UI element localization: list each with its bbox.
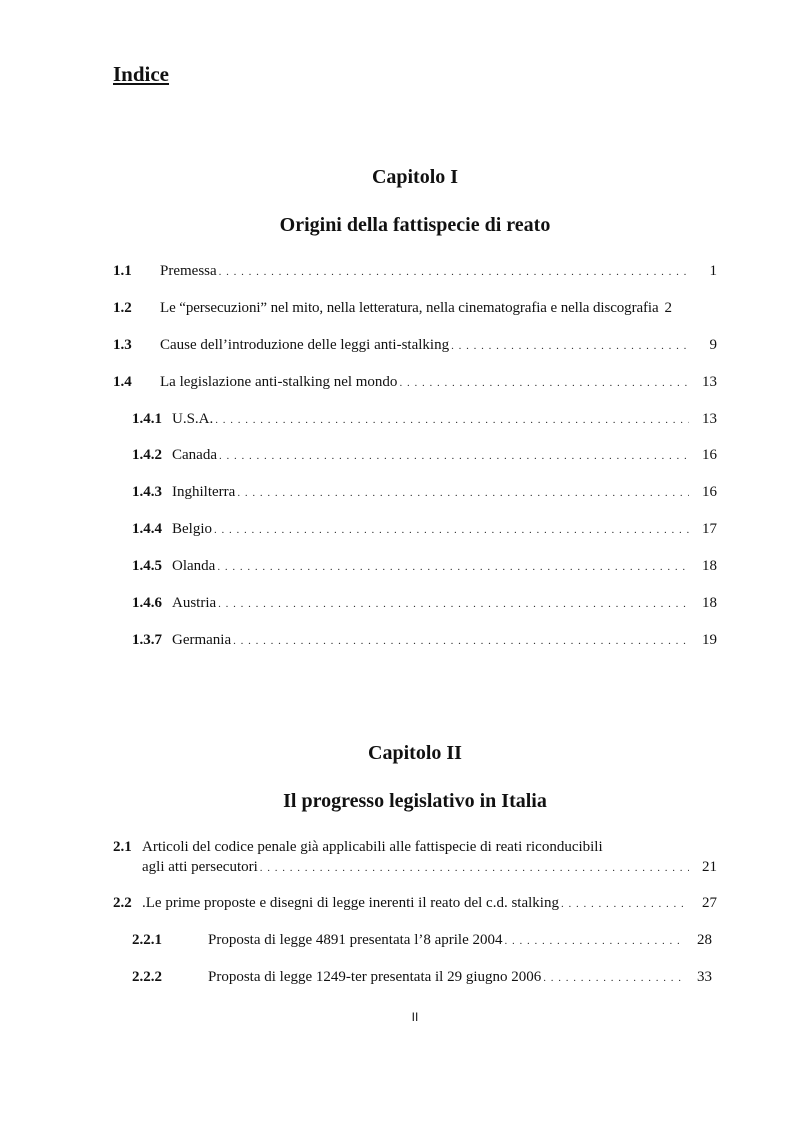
toc-entry-page: 28 [697, 932, 712, 948]
toc-entry-2-1-line2[interactable] [142, 857, 717, 878]
toc-entry-title: Le “persecuzioni” nel mito, nella letteratura, nella cinematografia e nella discografia [160, 300, 659, 316]
page-heading: Indice [113, 62, 170, 86]
dot-leader [561, 894, 689, 914]
dot-leader [215, 410, 689, 430]
toc-entry-title: Canada [172, 447, 217, 463]
toc-entry-number: 2.1 [113, 839, 132, 855]
toc-entry-title: La legislazione anti-stalking nel mondo [160, 374, 398, 390]
toc-entry-page: 33 [697, 969, 712, 985]
toc-entry-1-4-4[interactable] [132, 519, 717, 540]
toc-entry-1-4-6[interactable] [132, 593, 717, 614]
toc-entry-page: 18 [702, 595, 717, 611]
toc-entry-page: 17 [702, 521, 717, 537]
dot-leader [219, 446, 689, 466]
toc-entry-1-4-5[interactable] [132, 556, 717, 577]
toc-entry-1-4-1[interactable] [132, 409, 717, 430]
page-number: II [411, 1010, 419, 1024]
toc-entry-title: Articoli del codice penale già applicabili alle fattispecie di reati riconducibili [142, 839, 603, 855]
toc-entry-title: Inghilterra [172, 484, 236, 500]
toc-entry-number: 1.1 [113, 263, 132, 279]
toc-entry-1-3[interactable] [113, 335, 717, 356]
toc-entry-page: 1 [709, 263, 717, 279]
toc-entry-page: 16 [702, 484, 717, 500]
dot-leader [451, 336, 689, 356]
toc-entry-number: 1.4.6 [132, 595, 162, 611]
toc-entry-1-4-3[interactable] [132, 482, 717, 503]
toc-entry-number: 1.3.7 [132, 632, 162, 648]
toc-entry-2-1-line1[interactable] [113, 837, 717, 857]
toc-entry-2-2-2[interactable] [132, 967, 712, 988]
chapter-2-title: Il progresso legislativo in Italia [283, 790, 547, 812]
toc-entry-1-4[interactable] [113, 372, 717, 393]
dot-leader [399, 373, 689, 393]
toc-entry-1-2[interactable] [113, 298, 717, 318]
chapter-2-label: Capitolo II [368, 742, 462, 764]
toc-entry-number: 2.2.2 [132, 969, 162, 985]
dot-leader [237, 483, 689, 503]
toc-entry-page: 9 [709, 337, 717, 353]
dot-leader [505, 931, 684, 951]
toc-entry-page: 13 [702, 411, 717, 427]
toc-entry-number: 1.4.3 [132, 484, 162, 500]
toc-entry-title: agli atti persecutori [142, 859, 258, 875]
toc-entry-number: 1.4.4 [132, 521, 162, 537]
toc-entry-page: 19 [702, 632, 717, 648]
toc-entry-page: 16 [702, 447, 717, 463]
dot-leader [219, 262, 689, 282]
toc-entry-title: Cause dell’introduzione delle leggi anti-stalking [160, 337, 450, 353]
toc-entry-1-4-2[interactable] [132, 445, 717, 466]
toc-entry-number: 1.2 [113, 300, 132, 316]
toc-entry-title: Proposta di legge 1249-ter presentata il 29 giugno 2006 [208, 969, 542, 985]
chapter-1-title: Origini della fattispecie di reato [279, 214, 551, 236]
toc-entry-2-2[interactable] [113, 893, 717, 914]
chapter-1-label: Capitolo I [371, 166, 459, 188]
toc-entry-title: Austria [172, 595, 217, 611]
toc-entry-title: .Le prime proposte e disegni di legge inerenti il reato del c.d. stalking [142, 895, 559, 911]
toc-entry-title: U.S.A. [172, 411, 214, 427]
dot-leader [233, 631, 689, 651]
toc-entry-title: Olanda [172, 558, 216, 574]
toc-entry-page: 27 [702, 895, 717, 911]
dot-leader [543, 968, 684, 988]
toc-entry-1-3-7[interactable] [132, 630, 717, 651]
toc-entry-2-2-1[interactable] [132, 930, 712, 951]
toc-entry-number: 1.4 [113, 374, 132, 390]
toc-entry-number: 2.2 [113, 895, 132, 911]
toc-entry-page: 18 [702, 558, 717, 574]
toc-entry-page: 21 [702, 859, 717, 875]
dot-leader [217, 557, 689, 577]
toc-entry-number: 1.4.1 [132, 411, 162, 427]
dot-leader [218, 594, 689, 614]
dot-leader [260, 858, 689, 878]
toc-entry-page: 13 [702, 374, 717, 390]
toc-entry-number: 1.4.2 [132, 447, 162, 463]
toc-entry-1-1[interactable] [113, 261, 717, 282]
toc-entry-number: 2.2.1 [132, 932, 162, 948]
toc-entry-title: Germania [172, 632, 232, 648]
toc-entry-number: 1.3 [113, 337, 132, 353]
toc-entry-title: Premessa [160, 263, 217, 279]
toc-entry-page: 2 [664, 300, 673, 316]
toc-entry-title: Belgio [172, 521, 212, 537]
toc-entry-title: Proposta di legge 4891 presentata l’8 aprile 2004 [208, 932, 503, 948]
dot-leader [214, 520, 689, 540]
toc-entry-number: 1.4.5 [132, 558, 162, 574]
